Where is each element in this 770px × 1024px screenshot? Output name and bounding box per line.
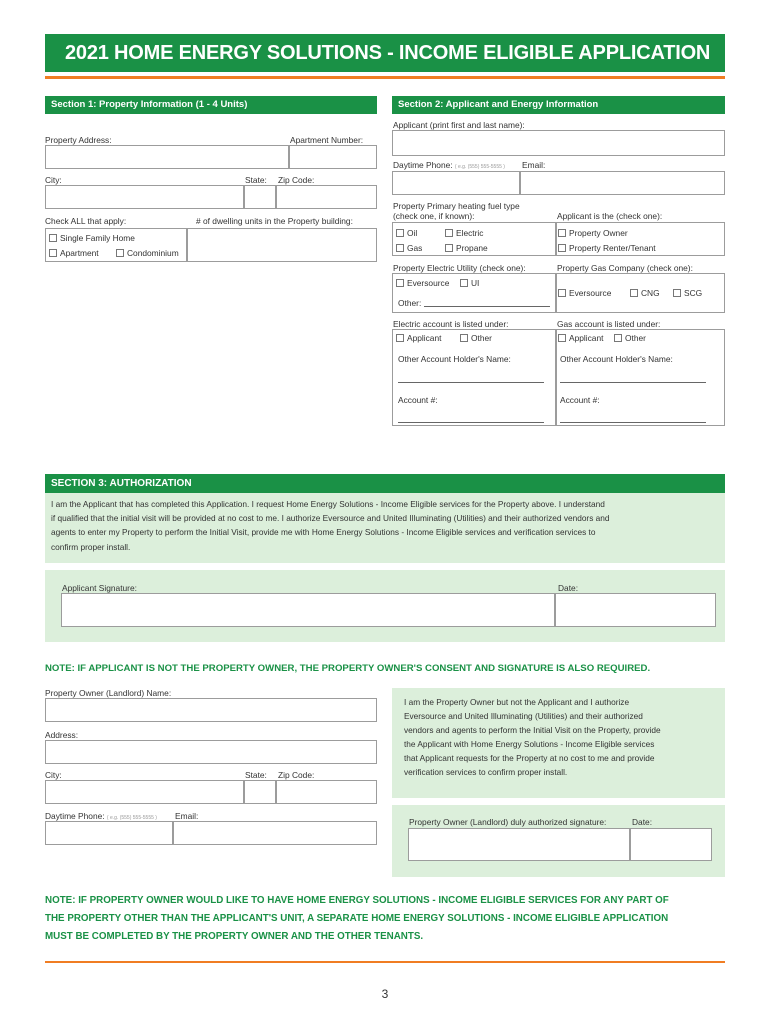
property-renter-checkbox[interactable] — [558, 244, 566, 252]
single-family-option[interactable]: Single Family Home — [49, 233, 135, 243]
gas-holder-label: Other Account Holder's Name: — [560, 354, 673, 364]
applicant-is-label: Applicant is the (check one): — [557, 211, 663, 221]
heating-fuel-label-1: Property Primary heating fuel type — [393, 201, 520, 211]
owner-consent-note: NOTE: IF APPLICANT IS NOT THE PROPERTY OWNER, THE PROPERTY OWNER'S CONSENT AND SIGNATURE IS ALSO REQUIRED. — [45, 663, 651, 674]
gas-account-no-label: Account #: — [560, 395, 600, 405]
owner-email-label: Email: — [175, 811, 199, 821]
property-address-label: Property Address: — [45, 135, 112, 145]
zip-input[interactable] — [276, 185, 377, 209]
owner-zip-label: Zip Code: — [278, 770, 315, 780]
owner-phone-input[interactable] — [45, 821, 173, 845]
owner-date-input[interactable] — [630, 828, 712, 861]
daytime-phone-label: Daytime Phone: ( e.g. (555) 555-5555 ) — [393, 160, 505, 170]
owner-signature-label: Property Owner (Landlord) duly authorized signature: — [409, 817, 607, 827]
owner-phone-label: Daytime Phone: ( e.g. (555) 555-5555 ) — [45, 811, 157, 821]
electric-holder-label: Other Account Holder's Name: — [398, 354, 511, 364]
electric-account-no-label: Account #: — [398, 395, 438, 405]
page-number: 3 — [381, 987, 389, 1001]
electric-other-option[interactable]: Other — [460, 333, 492, 343]
condominium-checkbox[interactable] — [116, 249, 124, 257]
electric-account-no-line[interactable] — [398, 422, 544, 423]
cng-option[interactable]: CNG — [630, 288, 660, 298]
gas-account-label: Gas account is listed under: — [557, 319, 661, 329]
owner-name-label: Property Owner (Landlord) Name: — [45, 688, 172, 698]
owner-city-input[interactable] — [45, 780, 244, 804]
applicant-signature-input[interactable] — [61, 593, 555, 627]
gas-account-box — [556, 329, 725, 426]
oil-checkbox[interactable] — [396, 229, 404, 237]
single-family-checkbox[interactable] — [49, 234, 57, 242]
daytime-phone-input[interactable] — [392, 171, 520, 195]
section2-heading: Section 2: Applicant and Energy Information — [392, 96, 725, 114]
dwelling-units-input[interactable] — [187, 228, 377, 262]
zip-label: Zip Code: — [278, 175, 315, 185]
owner-consent-text: I am the Property Owner but not the Applicant and I authorize Eversource and United Illuminating (Utilities) and their authorized vendors and agents to perform the Initial Visit on the Property, provide the Applicant with Home Energy Solutions - Income Eligible services that Applicant requests for the Property at no cost to me and provide verification services to confirm proper install. — [404, 697, 661, 777]
applicant-date-label: Date: — [558, 583, 579, 593]
owner-address-label: Address: — [45, 730, 79, 740]
check-all-label: Check ALL that apply: — [45, 216, 127, 226]
electric-option[interactable]: Electric — [445, 228, 483, 238]
other-utility-line[interactable] — [424, 306, 550, 307]
electric-checkbox[interactable] — [445, 229, 453, 237]
owner-email-input[interactable] — [173, 821, 377, 845]
authorization-text: I am the Applicant that has completed this Application. I request Home Energy Solutions - Income Eligible services for the Property above. I understand if qualified that the initial visit will be provided at no cost to me. I authorize Eversource and United Illuminating (Utilities) and their authorized vendors and agents to enter my Property to perform the Initial Visit, provide me with Home Energy Solutions - Income Eligible services and verification services to confirm proper install. — [51, 499, 610, 552]
eversource-gas-option[interactable]: Eversource — [558, 288, 611, 298]
applicant-signature-label: Applicant Signature: — [62, 583, 137, 593]
applicant-name-label: Applicant (print first and last name): — [393, 120, 525, 130]
property-owner-option[interactable]: Property Owner — [558, 228, 628, 238]
owner-city-label: City: — [45, 770, 62, 780]
gas-other-checkbox[interactable] — [614, 334, 622, 342]
owner-zip-input[interactable] — [276, 780, 377, 804]
dwelling-units-label: # of dwelling units in the Property building: — [196, 216, 353, 226]
electric-other-checkbox[interactable] — [460, 334, 468, 342]
electric-account-box — [392, 329, 556, 426]
gas-company-label: Property Gas Company (check one): — [557, 263, 693, 273]
apartment-number-input[interactable] — [289, 145, 377, 169]
property-address-input[interactable] — [45, 145, 289, 169]
propane-option[interactable]: Propane — [445, 243, 488, 253]
title-rule — [45, 76, 725, 79]
property-owner-checkbox[interactable] — [558, 229, 566, 237]
gas-option[interactable]: Gas — [396, 243, 422, 253]
email-input[interactable] — [520, 171, 725, 195]
page-title: 2021 HOME ENERGY SOLUTIONS - INCOME ELIGIBLE APPLICATION — [45, 34, 725, 72]
city-input[interactable] — [45, 185, 244, 209]
gas-checkbox[interactable] — [396, 244, 404, 252]
apartment-number-label: Apartment Number: — [290, 135, 364, 145]
electric-holder-line[interactable] — [398, 382, 544, 383]
electric-applicant-checkbox[interactable] — [396, 334, 404, 342]
electric-utility-label: Property Electric Utility (check one): — [393, 263, 526, 273]
footer-rule — [45, 961, 725, 963]
apartment-option[interactable]: Apartment — [49, 248, 99, 258]
scg-checkbox[interactable] — [673, 289, 681, 297]
gas-applicant-option[interactable]: Applicant — [558, 333, 603, 343]
applicant-date-input[interactable] — [555, 593, 716, 627]
gas-holder-line[interactable] — [560, 382, 706, 383]
property-renter-option[interactable]: Property Renter/Tenant — [558, 243, 656, 253]
owner-date-label: Date: — [632, 817, 653, 827]
owner-state-label: State: — [245, 770, 267, 780]
eversource-electric-option[interactable]: Eversource — [396, 278, 449, 288]
eversource-gas-checkbox[interactable] — [558, 289, 566, 297]
gas-account-no-line[interactable] — [560, 422, 706, 423]
owner-signature-input[interactable] — [408, 828, 630, 861]
owner-name-input[interactable] — [45, 698, 377, 722]
condominium-option[interactable]: Condominium — [116, 248, 179, 258]
cng-checkbox[interactable] — [630, 289, 638, 297]
electric-applicant-option[interactable]: Applicant — [396, 333, 441, 343]
footer-note: NOTE: IF PROPERTY OWNER WOULD LIKE TO HAVE HOME ENERGY SOLUTIONS - INCOME ELIGIBLE SERVICES FOR ANY PART OF THE PROPERTY OTHER THAN THE APPLICANT'S UNIT, A SEPARATE HOME ENERGY SOLUTIONS - INCOME ELIGIBLE APPLICATION MUST BE COMPLETED BY THE PROPERTY OWNER AND THE OTHER TENANTS. — [45, 895, 669, 942]
gas-other-option[interactable]: Other — [614, 333, 646, 343]
section1-heading: Section 1: Property Information (1 - 4 Units) — [45, 96, 377, 114]
state-input[interactable] — [244, 185, 276, 209]
electric-account-label: Electric account is listed under: — [393, 319, 509, 329]
apartment-checkbox[interactable] — [49, 249, 57, 257]
email-label: Email: — [522, 160, 546, 170]
owner-state-input[interactable] — [244, 780, 276, 804]
state-label: State: — [245, 175, 267, 185]
ui-option[interactable]: UI — [460, 278, 479, 288]
applicant-name-input[interactable] — [392, 130, 725, 156]
propane-checkbox[interactable] — [445, 244, 453, 252]
other-utility-label: Other: — [398, 298, 422, 308]
owner-consent-box — [392, 688, 725, 798]
section3-heading: SECTION 3: AUTHORIZATION — [45, 474, 725, 493]
city-label: City: — [45, 175, 62, 185]
gas-applicant-checkbox[interactable] — [558, 334, 566, 342]
eversource-electric-checkbox[interactable] — [396, 279, 404, 287]
scg-option[interactable]: SCG — [673, 288, 702, 298]
oil-option[interactable]: Oil — [396, 228, 417, 238]
authorization-text-box — [45, 493, 725, 563]
ui-checkbox[interactable] — [460, 279, 468, 287]
heating-fuel-label-2: (check one, if known): — [393, 211, 475, 221]
owner-address-input[interactable] — [45, 740, 377, 764]
